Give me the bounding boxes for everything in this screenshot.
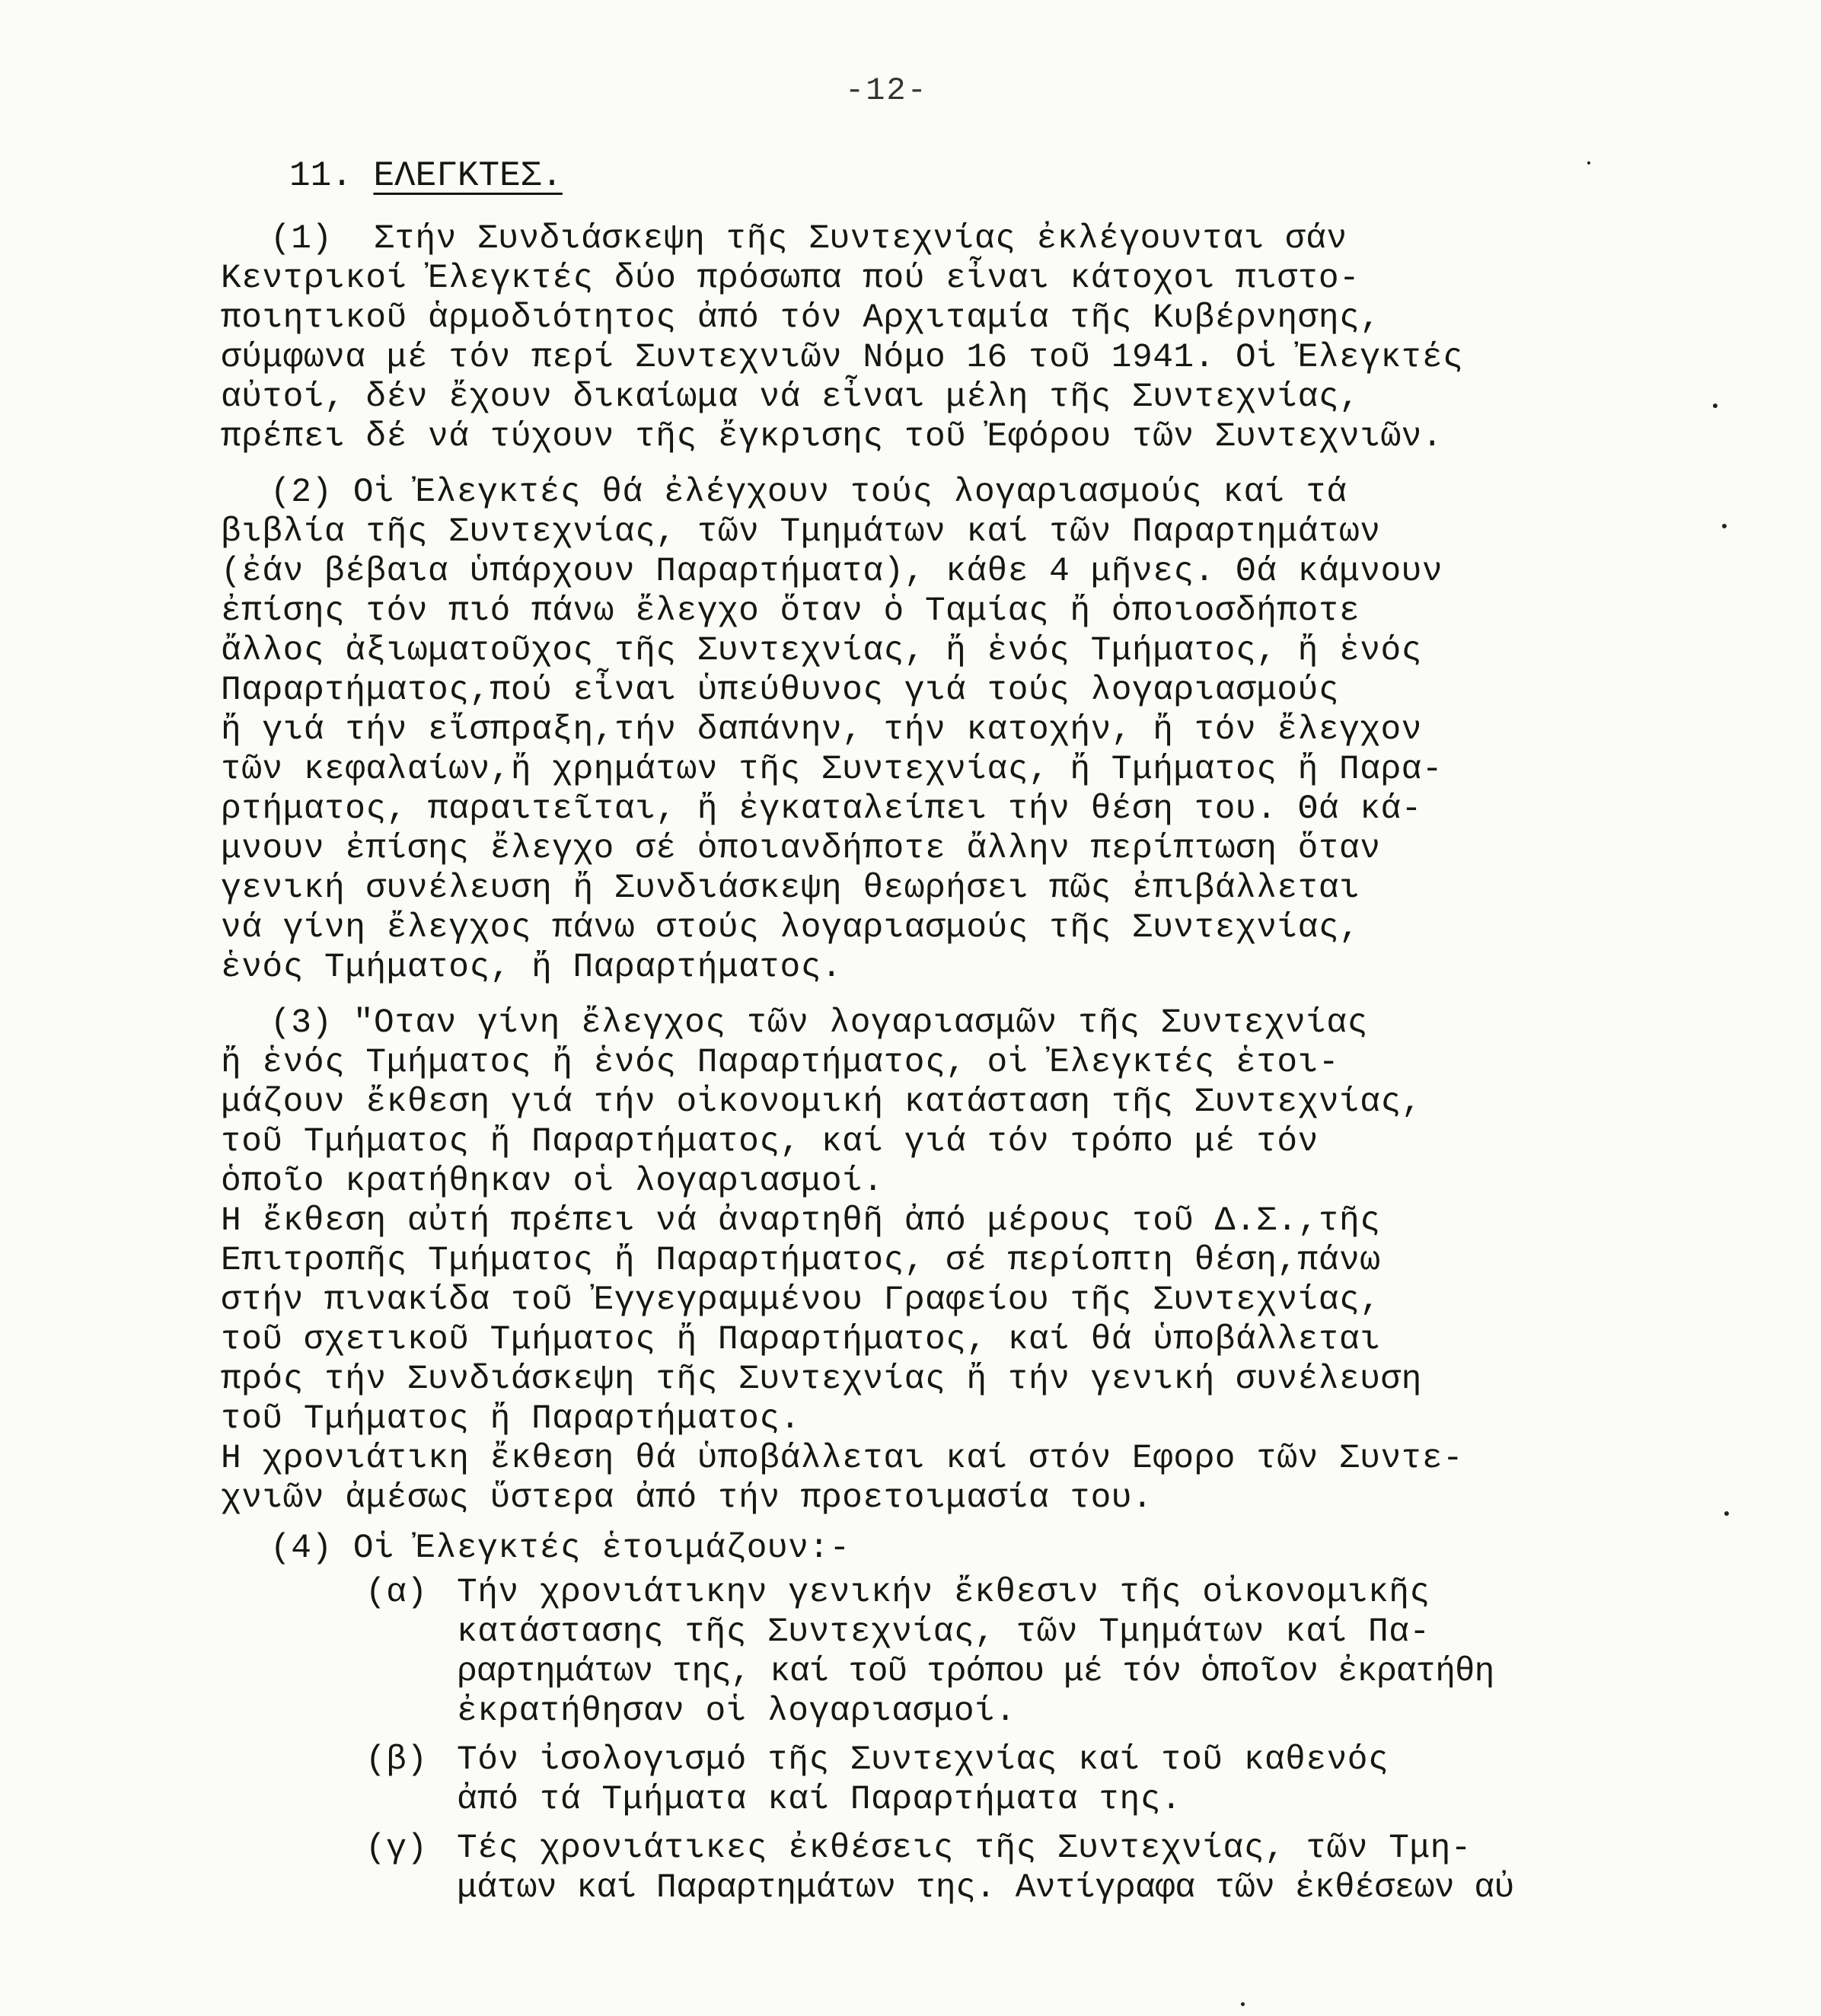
list-item-label: (β) — [365, 1741, 428, 1779]
scan-speck — [1587, 161, 1590, 164]
text-line: κατάστασης τῆς Συντεχνίας, τῶν Τμημάτων καί Πα- — [457, 1613, 1430, 1651]
scan-speck — [1241, 2002, 1245, 2006]
page-number: -12- — [845, 72, 928, 109]
text-line: ἐπίσης τόν πιό πάνω ἔλεγχο ὅταν ὁ Ταμίας ἤ ὁποιοσδήποτε — [221, 592, 1360, 630]
text-line: ἐκρατήθησαν οἱ λογαριασμοί. — [457, 1692, 1016, 1731]
text-line: (3) "Οταν γίνη ἔλεγχος τῶν λογαριασμῶν τῆς Συντεχνίας — [270, 1004, 1368, 1042]
text-line: Παραρτήματος,πού εἶναι ὑπεύθυνος γιά τούς λογαριασμούς — [221, 671, 1340, 710]
text-line: τοῦ Τμήματος ἤ Παραρτήματος. — [221, 1400, 801, 1438]
section-heading — [289, 156, 563, 196]
text-line: (2) Οἱ Ἐλεγκτές θά ἐλέγχουν τούς λογαριασμούς καί τά — [270, 474, 1347, 512]
text-line: ραρτημάτων της, καί τοῦ τρόπου μέ τόν ὁποῖον ἐκρατήθη — [457, 1653, 1494, 1691]
text-line: ποιητικοῦ ἁρμοδιότητος ἀπό τόν Αρχιταμία τῆς Κυβέρνησης, — [221, 299, 1381, 337]
text-line: αὐτοί, δέν ἔχουν δικαίωμα νά εἶναι μέλη τῆς Συντεχνίας, — [221, 378, 1360, 416]
list-item-label: (α) — [365, 1574, 428, 1612]
text-line: ὁποῖο κρατήθηκαν οἱ λογαριασμοί. — [221, 1163, 884, 1201]
scan-speck — [1713, 404, 1717, 408]
text-line: ἑνός Τμήματος, ἤ Παραρτήματος. — [221, 949, 843, 987]
text-line: νά γίνη ἔλεγχος πάνω στούς λογαριασμούς τῆς Συντεχνίας, — [221, 909, 1360, 947]
text-line: τῶν κεφαλαίων,ἤ χρημάτων τῆς Συντεχνίας, ἤ Τμήματος ἤ Παρα- — [221, 751, 1443, 789]
text-line: (ἐάν βέβαια ὑπάρχουν Παραρτήματα), κάθε 4 μῆνες. Θά κάμνουν — [221, 553, 1443, 591]
scan-speck — [1724, 1511, 1729, 1516]
text-line: ρτήματος, παραιτεῖται, ἤ ἐγκαταλείπει τήν θέση του. Θά κά- — [221, 790, 1422, 828]
text-line: Τές χρονιάτικες ἐκθέσεις τῆς Συντεχνίας, τῶν Τμη- — [457, 1829, 1472, 1868]
text-line: σύμφωνα μέ τόν περί Συντεχνιῶν Νόμο 16 τοῦ 1941. Οἱ Ἐλεγκτές — [221, 339, 1464, 377]
list-item-label: (γ) — [365, 1829, 428, 1868]
text-line: ἀπό τά Τμήματα καί Παραρτήματα της. — [457, 1781, 1182, 1819]
text-line: (1) Στήν Συνδιάσκεψη τῆς Συντεχνίας ἐκλέγουνται σάν — [270, 220, 1347, 258]
text-line: τοῦ σχετικοῦ Τμήματος ἤ Παραρτήματος, καί θά ὑποβάλλεται — [221, 1321, 1381, 1359]
text-line: Τήν χρονιάτικην γενικήν ἔκθεσιν τῆς οἰκονομικῆς — [457, 1574, 1430, 1612]
section-number: 11. — [289, 156, 352, 196]
text-line: τοῦ Τμήματος ἤ Παραρτήματος, καί γιά τόν τρόπο μέ τόν — [221, 1123, 1319, 1161]
text-line: ἤ γιά τήν εἴσπραξη,τήν δαπάνην, τήν κατοχήν, ἤ τόν ἔλεγχον — [221, 711, 1422, 749]
scan-speck — [1722, 524, 1727, 528]
text-line: μάτων καί Παραρτημάτων της. Αντίγραφα τῶν ἐκθέσεων αὐ — [457, 1869, 1514, 1907]
text-line: χνιῶν ἀμέσως ὕστερα ἀπό τήν προετοιμασία του. — [221, 1479, 1153, 1517]
text-line: βιβλία τῆς Συντεχνίας, τῶν Τμημάτων καί τῶν Παραρτημάτων — [221, 513, 1381, 551]
text-line: γενική συνέλευση ἤ Συνδιάσκεψη θεωρήσει πῶς ἐπιβάλλεται — [221, 869, 1360, 908]
text-line: Κεντρικοί Ἐλεγκτές δύο πρόσωπα πού εἶναι κάτοχοι πιστο- — [221, 260, 1360, 298]
text-line: Η χρονιάτικη ἔκθεση θά ὑποβάλλεται καί στόν Εφορο τῶν Συντε- — [221, 1440, 1464, 1478]
text-line: πρός τήν Συνδιάσκεψη τῆς Συντεχνίας ἤ τήν γενική συνέλευση — [221, 1360, 1422, 1399]
text-line: στήν πινακίδα τοῦ Ἐγγεγραμμένου Γραφείου τῆς Συντεχνίας, — [221, 1281, 1381, 1319]
text-line: Τόν ἰσολογισμό τῆς Συντεχνίας καί τοῦ καθενός — [457, 1741, 1389, 1779]
text-line: Επιτροπῆς Τμήματος ἤ Παραρτήματος, σέ περίοπτη θέση,πάνω — [221, 1242, 1381, 1280]
text-line: μάζουν ἔκθεση γιά τήν οἰκονομική κατάσταση τῆς Συντεχνίας, — [221, 1083, 1422, 1121]
text-line: πρέπει δέ νά τύχουν τῆς ἔγκρισης τοῦ Ἐφόρου τῶν Συντεχνιῶν. — [221, 418, 1443, 456]
text-line: μνουν ἐπίσης ἔλεγχο σέ ὁποιανδήποτε ἄλλην περίπτωση ὅταν — [221, 830, 1381, 868]
text-line: (4) Οἱ Ἐλεγκτές ἑτοιμάζουν:- — [270, 1530, 850, 1568]
text-line: ἤ ἑνός Τμήματος ἤ ἑνός Παραρτήματος, οἱ Ἐλεγκτές ἑτοι- — [221, 1044, 1340, 1082]
section-title: ΕΛΕΓΚΤΕΣ. — [373, 156, 563, 196]
text-line: ἄλλος ἀξιωματοῦχος τῆς Συντεχνίας, ἤ ἑνός Τμήματος, ἤ ἑνός — [221, 632, 1422, 670]
text-line: Η ἔκθεση αὐτή πρέπει νά ἀναρτηθῆ ἀπό μέρους τοῦ Δ.Σ.,τῆς — [221, 1202, 1381, 1240]
